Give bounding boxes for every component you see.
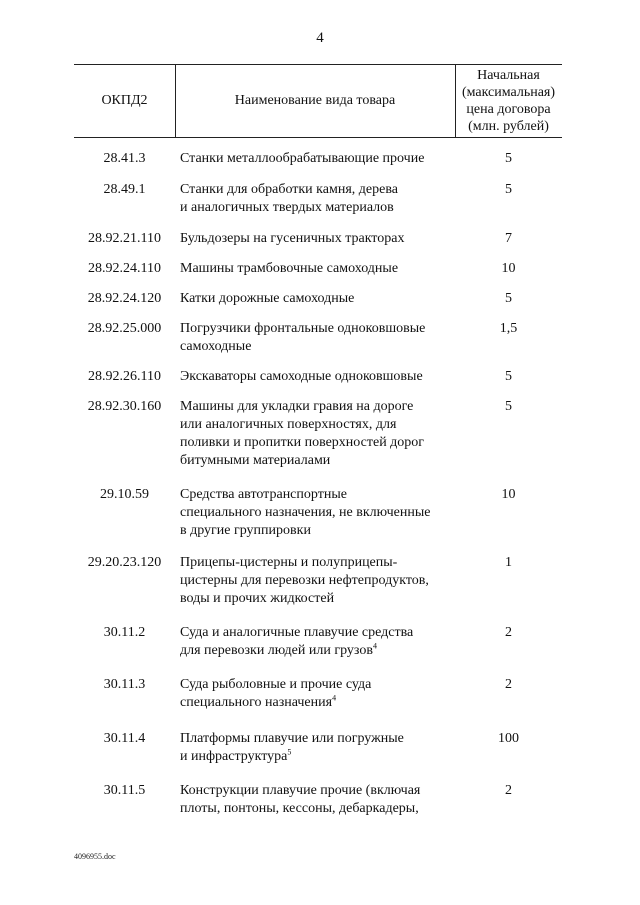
max-price: 5 xyxy=(505,182,512,197)
okpd2-code: 30.11.4 xyxy=(103,731,146,746)
product-name-text: Катки дорожные самоходные xyxy=(180,291,355,306)
okpd2-code: 28.92.25.000 xyxy=(87,321,162,336)
max-price: 7 xyxy=(505,231,512,246)
product-name-text: Платформы плавучие или погружные и инфраструктура xyxy=(180,731,404,764)
table-header-top-rule xyxy=(74,64,562,65)
footnote-marker: 4 xyxy=(332,693,337,703)
product-name xyxy=(180,368,442,386)
product-name xyxy=(180,782,442,818)
product-name xyxy=(180,486,442,540)
max-price: 2 xyxy=(505,625,512,640)
product-name xyxy=(180,624,442,660)
max-price: 5 xyxy=(505,399,512,414)
header-okpd2: ОКПД2 xyxy=(101,93,148,108)
max-price: 1 xyxy=(505,555,512,570)
product-name-text: Конструкции плавучие прочие (включая плоты, понтоны, кессоны, дебаркадеры, xyxy=(180,783,421,816)
product-name-text: Прицепы-цистерны и полуприцепы- цистерны для перевозки нефтепродуктов, воды и прочих жидкостей xyxy=(180,555,429,606)
okpd2-code: 29.20.23.120 xyxy=(87,555,162,570)
product-name-text: Погрузчики фронтальные одноковшовые самоходные xyxy=(180,321,426,354)
table-header-bottom-rule xyxy=(74,137,562,138)
okpd2-code: 28.41.3 xyxy=(103,151,146,166)
footnote-marker: 4 xyxy=(372,641,377,651)
okpd2-code: 28.92.24.120 xyxy=(87,291,162,306)
okpd2-code: 28.49.1 xyxy=(103,182,146,197)
okpd2-code: 28.92.26.110 xyxy=(88,369,161,384)
okpd2-code: 28.92.21.110 xyxy=(88,231,161,246)
product-name xyxy=(180,290,442,308)
product-name xyxy=(180,730,442,766)
max-price: 10 xyxy=(501,261,516,276)
product-name-text: Машины для укладки гравия на дороге или аналогичных поверхностях, для поливки и пропитки поверхностей дорог битумными материалами xyxy=(180,399,425,468)
max-price: 10 xyxy=(501,487,516,502)
product-name-text: Суда рыболовные и прочие суда специального назначения xyxy=(180,677,372,710)
max-price: 5 xyxy=(505,369,512,384)
okpd2-code: 30.11.5 xyxy=(103,783,146,798)
max-price: 5 xyxy=(505,291,512,306)
product-name xyxy=(180,260,442,278)
max-price: 2 xyxy=(505,783,512,798)
product-name-text: Станки для обработки камня, дерева и аналогичных твердых материалов xyxy=(180,182,398,215)
max-price: 1,5 xyxy=(499,321,518,336)
okpd2-code: 29.10.59 xyxy=(100,487,149,502)
okpd2-code: 28.92.24.110 xyxy=(88,261,161,276)
product-name xyxy=(180,554,442,608)
header-max-price: Начальная (максимальная) цена договора (млн. рублей) xyxy=(461,68,556,134)
okpd2-code: 28.92.30.160 xyxy=(87,399,162,414)
product-name xyxy=(180,320,442,356)
footer-file-name: 4096955.doc xyxy=(74,852,116,861)
product-name-text: Экскаваторы самоходные одноковшовые xyxy=(180,369,423,384)
product-name-text: Машины трамбовочные самоходные xyxy=(180,261,399,276)
product-name xyxy=(180,150,442,168)
max-price: 100 xyxy=(498,731,519,746)
product-name xyxy=(180,398,442,470)
product-name-text: Средства автотранспортные специального назначения, не включенные в другие группировки xyxy=(180,487,431,538)
max-price: 5 xyxy=(505,151,512,166)
footnote-marker: 5 xyxy=(287,747,292,757)
product-name-text: Станки металлообрабатывающие прочие xyxy=(180,151,425,166)
header-product-name: Наименование вида товара xyxy=(234,93,396,108)
product-name-text: Суда и аналогичные плавучие средства для перевозки людей или грузов xyxy=(180,625,414,658)
product-name-text: Бульдозеры на гусеничных тракторах xyxy=(180,231,405,246)
product-name xyxy=(180,230,442,248)
okpd2-code: 30.11.3 xyxy=(103,677,146,692)
page-number: 4 xyxy=(316,30,324,46)
product-name xyxy=(180,181,442,217)
product-name xyxy=(180,676,442,712)
okpd2-code: 30.11.2 xyxy=(103,625,146,640)
max-price: 2 xyxy=(505,677,512,692)
